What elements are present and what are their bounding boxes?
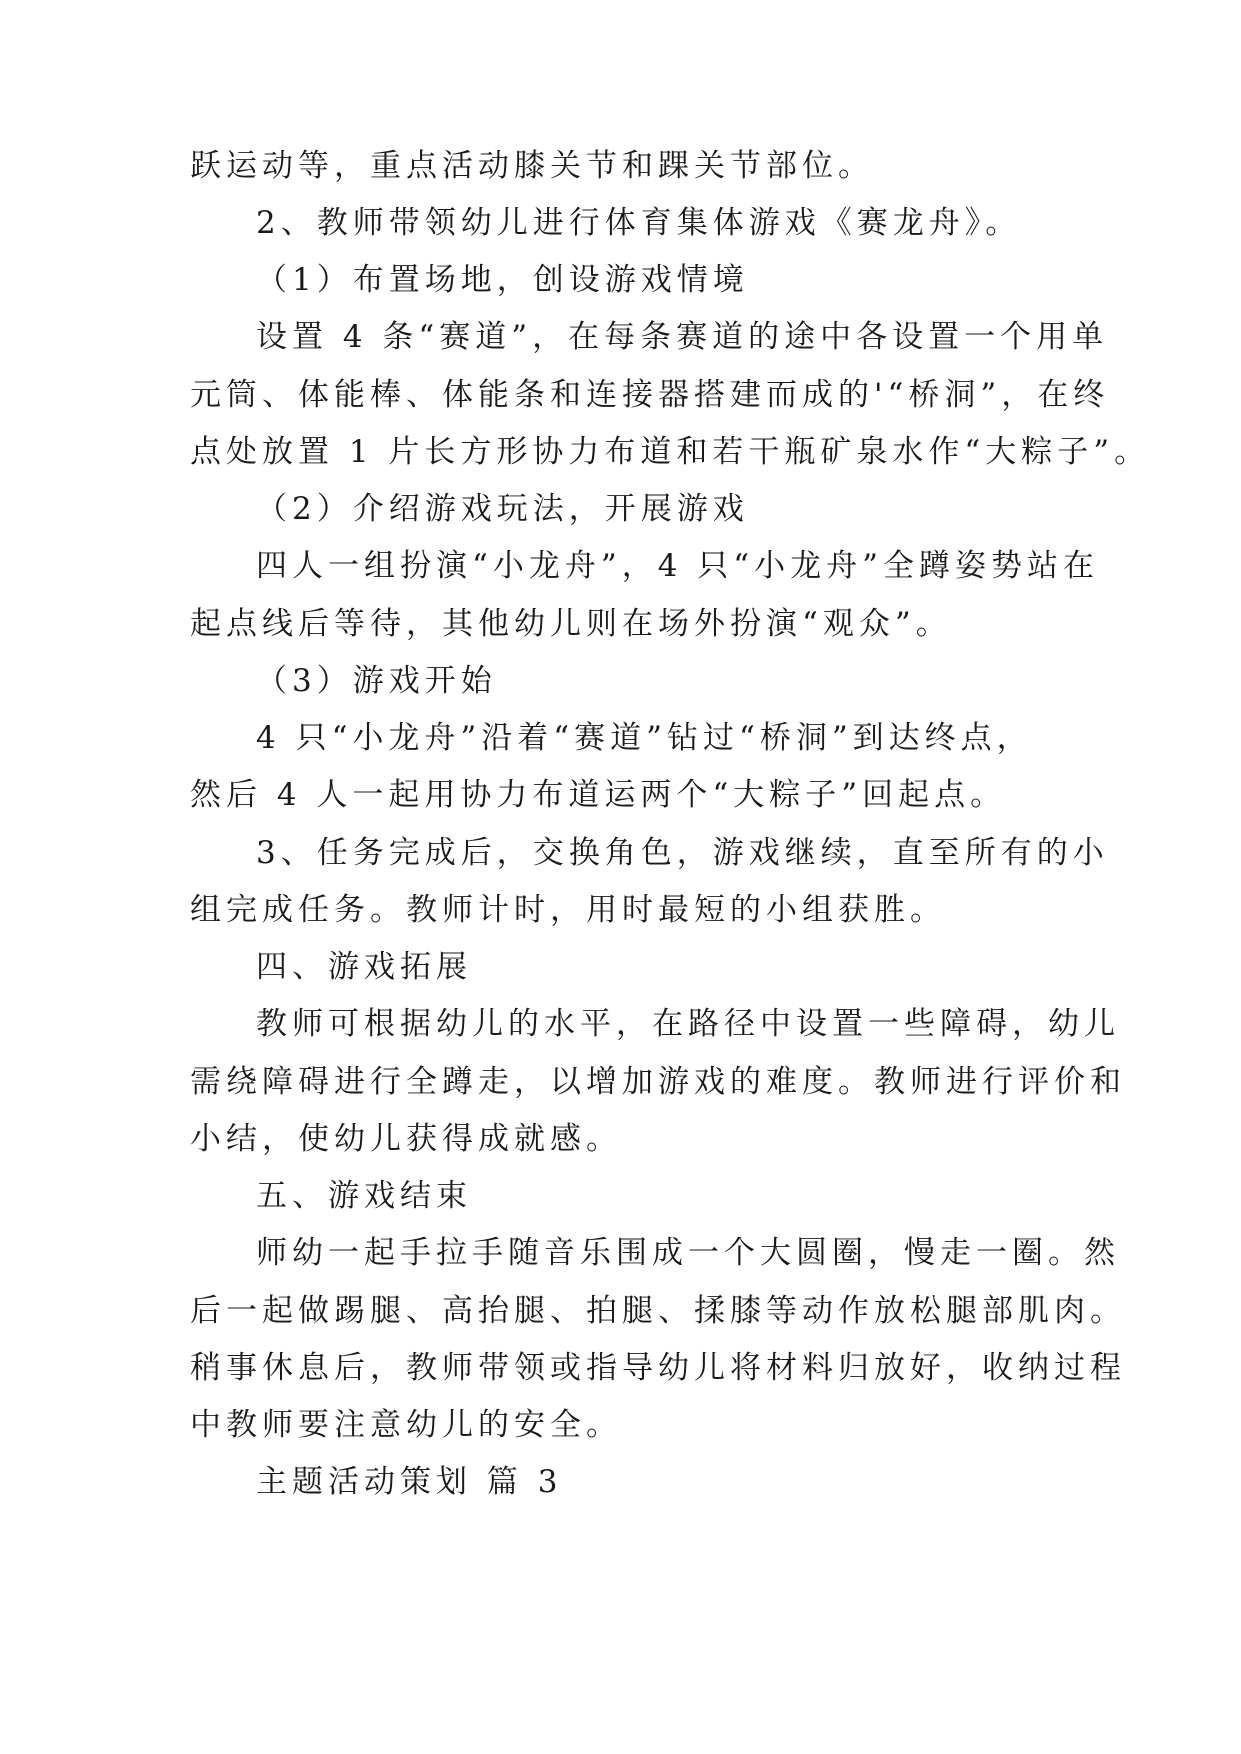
paragraph-line: 师幼一起手拉手随音乐围成一个大圆圈，慢走一圈。然 (256, 1235, 1120, 1271)
section-heading: 四、游戏拓展 (256, 949, 472, 985)
paragraph-line: 3、任务完成后，交换角色，游戏继续，直至所有的小 (256, 835, 1109, 871)
paragraph-line: 四人一组扮演“小龙舟”，4 只“小龙舟”全蹲姿势站在 (256, 548, 1099, 584)
paragraph-line: 2、教师带领幼儿进行体育集体游戏《赛龙舟》。 (256, 205, 1022, 241)
paragraph-line: 跃运动等，重点活动膝关节和踝关节部位。 (190, 148, 874, 184)
paragraph-line: 组完成任务。教师计时，用时最短的小组获胜。 (190, 892, 946, 928)
paragraph-line: 后一起做踢腿、高抬腿、拍腿、揉膝等动作放松腿部肌肉。 (190, 1293, 1126, 1329)
section-heading: 五、游戏结束 (256, 1178, 472, 1214)
paragraph-line: 4 只“小龙舟”沿着“赛道”钻过“桥洞”到达终点， (256, 720, 1033, 756)
paragraph-line: 需绕障碍进行全蹲走，以增加游戏的难度。教师进行评价和 (190, 1064, 1126, 1100)
section-subheading: （2）介绍游戏玩法，开展游戏 (256, 491, 749, 527)
paragraph-line: 稍事休息后，教师带领或指导幼儿将材料归放好，收纳过程 (190, 1350, 1126, 1386)
paragraph-line: 教师可根据幼儿的水平，在路径中设置一些障碍，幼儿 (256, 1006, 1120, 1042)
article-title: 主题活动策划 篇 3 (256, 1464, 563, 1500)
paragraph-line: 小结，使幼儿获得成就感。 (190, 1121, 622, 1157)
paragraph-line: 起点线后等待，其他幼儿则在场外扮演“观众”。 (190, 606, 952, 642)
section-subheading: （1）布置场地，创设游戏情境 (256, 262, 749, 298)
paragraph-line: 然后 4 人一起用协力布道运两个“大粽子”回起点。 (190, 777, 1007, 813)
paragraph-line: 元筒、体能棒、体能条和连接器搭建而成的'“桥洞”，在终 (190, 377, 1110, 413)
paragraph-line: 设置 4 条“赛道”，在每条赛道的途中各设置一个用单 (256, 319, 1109, 355)
paragraph-line: 中教师要注意幼儿的安全。 (190, 1407, 622, 1443)
paragraph-line: 点处放置 1 片长方形协力布道和若干瓶矿泉水作“大粽子”。 (190, 434, 1151, 470)
section-subheading: （3）游戏开始 (256, 663, 497, 699)
